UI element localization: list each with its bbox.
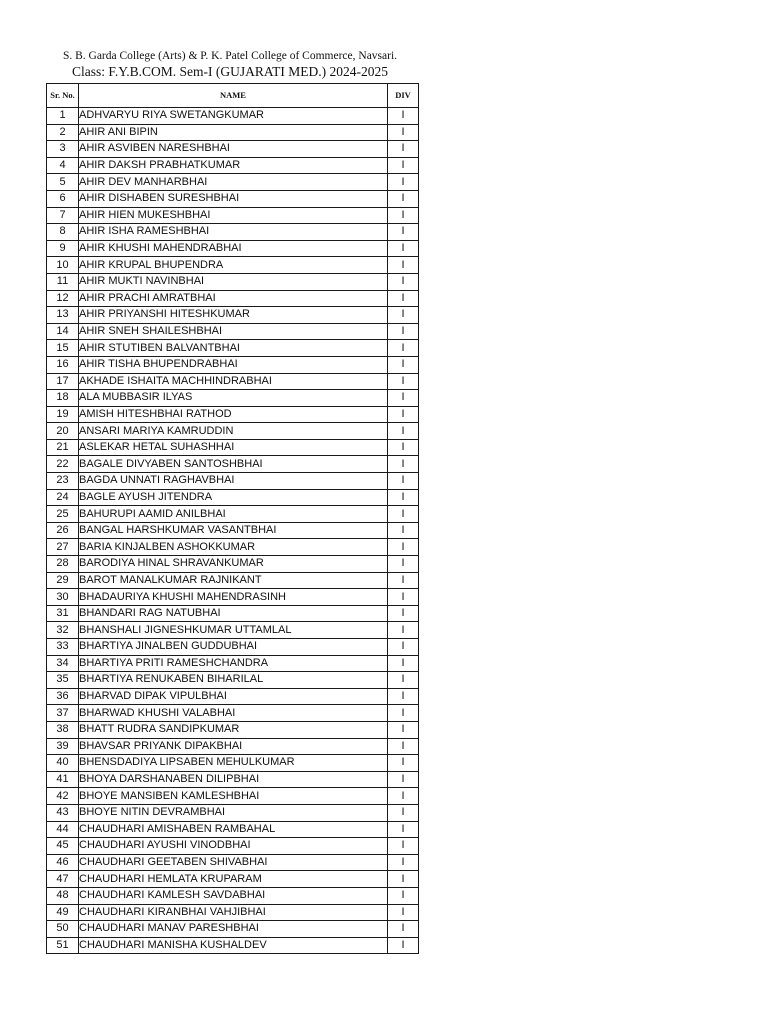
division-cell: I bbox=[388, 572, 419, 589]
sr-no-cell: 9 bbox=[47, 240, 79, 257]
table-row bbox=[47, 788, 419, 805]
division-cell: I bbox=[388, 688, 419, 705]
table-row bbox=[47, 307, 419, 324]
table-row bbox=[47, 157, 419, 174]
student-name-cell: CHAUDHARI AMISHABEN RAMBAHAL bbox=[79, 821, 388, 838]
table-row bbox=[47, 489, 419, 506]
division-cell: I bbox=[388, 755, 419, 772]
division-cell: I bbox=[388, 921, 419, 938]
table-row bbox=[47, 323, 419, 340]
sr-no-cell: 16 bbox=[47, 356, 79, 373]
table-row bbox=[47, 605, 419, 622]
student-name-cell: BHOYA DARSHANABEN DILIPBHAI bbox=[79, 771, 388, 788]
header-name: NAME bbox=[79, 84, 388, 108]
table-row bbox=[47, 871, 419, 888]
sr-no-cell: 44 bbox=[47, 821, 79, 838]
division-cell: I bbox=[388, 141, 419, 158]
division-cell: I bbox=[388, 174, 419, 191]
division-cell: I bbox=[388, 307, 419, 324]
table-row bbox=[47, 207, 419, 224]
table-row bbox=[47, 108, 419, 125]
student-name-cell: AHIR DEV MANHARBHAI bbox=[79, 174, 388, 191]
student-name-cell: BHARTIYA PRITI RAMESHCHANDRA bbox=[79, 655, 388, 672]
sr-no-cell: 13 bbox=[47, 307, 79, 324]
student-name-cell: CHAUDHARI KAMLESH SAVDABHAI bbox=[79, 887, 388, 904]
sr-no-cell: 11 bbox=[47, 273, 79, 290]
student-name-cell: BHOYE NITIN DEVRAMBHAI bbox=[79, 804, 388, 821]
student-name-cell: AHIR ANI BIPIN bbox=[79, 124, 388, 141]
division-cell: I bbox=[388, 821, 419, 838]
sr-no-cell: 5 bbox=[47, 174, 79, 191]
student-name-cell: AKHADE ISHAITA MACHHINDRABHAI bbox=[79, 373, 388, 390]
table-row bbox=[47, 141, 419, 158]
student-name-cell: BARIA KINJALBEN ASHOKKUMAR bbox=[79, 539, 388, 556]
table-row bbox=[47, 721, 419, 738]
division-cell: I bbox=[388, 340, 419, 357]
table-row bbox=[47, 887, 419, 904]
sr-no-cell: 38 bbox=[47, 721, 79, 738]
table-row bbox=[47, 174, 419, 191]
student-name-cell: BHARWAD KHUSHI VALABHAI bbox=[79, 705, 388, 722]
sr-no-cell: 14 bbox=[47, 323, 79, 340]
student-name-cell: AHIR ASVIBEN NARESHBHAI bbox=[79, 141, 388, 158]
table-row bbox=[47, 622, 419, 639]
division-cell: I bbox=[388, 788, 419, 805]
sr-no-cell: 33 bbox=[47, 639, 79, 656]
division-cell: I bbox=[388, 390, 419, 407]
table-row bbox=[47, 556, 419, 573]
student-name-cell: AHIR DISHABEN SURESHBHAI bbox=[79, 190, 388, 207]
table-row bbox=[47, 572, 419, 589]
table-row bbox=[47, 821, 419, 838]
division-cell: I bbox=[388, 423, 419, 440]
division-cell: I bbox=[388, 406, 419, 423]
student-name-cell: AMISH HITESHBHAI RATHOD bbox=[79, 406, 388, 423]
student-name-cell: AHIR SNEH SHAILESHBHAI bbox=[79, 323, 388, 340]
table-row bbox=[47, 506, 419, 523]
student-name-cell: BHANSHALI JIGNESHKUMAR UTTAMLAL bbox=[79, 622, 388, 639]
student-name-cell: BHARTIYA RENUKABEN BIHARILAL bbox=[79, 672, 388, 689]
sr-no-cell: 37 bbox=[47, 705, 79, 722]
sr-no-cell: 6 bbox=[47, 190, 79, 207]
table-row bbox=[47, 921, 419, 938]
sr-no-cell: 24 bbox=[47, 489, 79, 506]
sr-no-cell: 27 bbox=[47, 539, 79, 556]
student-name-cell: BHADAURIYA KHUSHI MAHENDRASINH bbox=[79, 589, 388, 606]
table-row bbox=[47, 854, 419, 871]
sr-no-cell: 7 bbox=[47, 207, 79, 224]
division-cell: I bbox=[388, 273, 419, 290]
student-name-cell: ASLEKAR HETAL SUHASHHAI bbox=[79, 439, 388, 456]
table-row bbox=[47, 356, 419, 373]
division-cell: I bbox=[388, 473, 419, 490]
table-row bbox=[47, 688, 419, 705]
student-name-cell: AHIR MUKTI NAVINBHAI bbox=[79, 273, 388, 290]
sr-no-cell: 39 bbox=[47, 738, 79, 755]
table-row bbox=[47, 937, 419, 954]
division-cell: I bbox=[388, 589, 419, 606]
student-name-cell: BARODIYA HINAL SHRAVANKUMAR bbox=[79, 556, 388, 573]
table-row bbox=[47, 439, 419, 456]
student-name-cell: AHIR TISHA BHUPENDRABHAI bbox=[79, 356, 388, 373]
table-body bbox=[47, 108, 419, 954]
division-cell: I bbox=[388, 323, 419, 340]
table-row bbox=[47, 705, 419, 722]
division-cell: I bbox=[388, 290, 419, 307]
sr-no-cell: 49 bbox=[47, 904, 79, 921]
table-row bbox=[47, 456, 419, 473]
table-row bbox=[47, 904, 419, 921]
student-name-cell: CHAUDHARI GEETABEN SHIVABHAI bbox=[79, 854, 388, 871]
student-name-cell: CHAUDHARI HEMLATA KRUPARAM bbox=[79, 871, 388, 888]
sr-no-cell: 45 bbox=[47, 838, 79, 855]
student-name-cell: CHAUDHARI AYUSHI VINODBHAI bbox=[79, 838, 388, 855]
table-row bbox=[47, 423, 419, 440]
student-name-cell: CHAUDHARI MANISHA KUSHALDEV bbox=[79, 937, 388, 954]
student-name-cell: AHIR PRACHI AMRATBHAI bbox=[79, 290, 388, 307]
table-row bbox=[47, 273, 419, 290]
sr-no-cell: 31 bbox=[47, 605, 79, 622]
sr-no-cell: 25 bbox=[47, 506, 79, 523]
table-row bbox=[47, 804, 419, 821]
sr-no-cell: 34 bbox=[47, 655, 79, 672]
sr-no-cell: 8 bbox=[47, 224, 79, 241]
division-cell: I bbox=[388, 373, 419, 390]
division-cell: I bbox=[388, 489, 419, 506]
sr-no-cell: 30 bbox=[47, 589, 79, 606]
sr-no-cell: 19 bbox=[47, 406, 79, 423]
student-name-cell: BHOYE MANSIBEN KAMLESHBHAI bbox=[79, 788, 388, 805]
student-name-cell: BHATT RUDRA SANDIPKUMAR bbox=[79, 721, 388, 738]
sr-no-cell: 3 bbox=[47, 141, 79, 158]
division-cell: I bbox=[388, 605, 419, 622]
sr-no-cell: 41 bbox=[47, 771, 79, 788]
table-row bbox=[47, 290, 419, 307]
division-cell: I bbox=[388, 257, 419, 274]
division-cell: I bbox=[388, 738, 419, 755]
division-cell: I bbox=[388, 207, 419, 224]
table-row bbox=[47, 224, 419, 241]
division-cell: I bbox=[388, 556, 419, 573]
division-cell: I bbox=[388, 356, 419, 373]
sr-no-cell: 22 bbox=[47, 456, 79, 473]
student-name-cell: BHARTIYA JINALBEN GUDDUBHAI bbox=[79, 639, 388, 656]
sr-no-cell: 32 bbox=[47, 622, 79, 639]
division-cell: I bbox=[388, 456, 419, 473]
sr-no-cell: 51 bbox=[47, 937, 79, 954]
sr-no-cell: 36 bbox=[47, 688, 79, 705]
sr-no-cell: 48 bbox=[47, 887, 79, 904]
student-name-cell: CHAUDHARI MANAV PARESHBHAI bbox=[79, 921, 388, 938]
division-cell: I bbox=[388, 804, 419, 821]
student-name-cell: BANGAL HARSHKUMAR VASANTBHAI bbox=[79, 522, 388, 539]
division-cell: I bbox=[388, 672, 419, 689]
table-row bbox=[47, 639, 419, 656]
division-cell: I bbox=[388, 108, 419, 125]
header-div: DIV bbox=[388, 84, 419, 108]
table-row bbox=[47, 655, 419, 672]
division-cell: I bbox=[388, 190, 419, 207]
sr-no-cell: 26 bbox=[47, 522, 79, 539]
sr-no-cell: 2 bbox=[47, 124, 79, 141]
sr-no-cell: 50 bbox=[47, 921, 79, 938]
student-name-cell: BHAVSAR PRIYANK DIPAKBHAI bbox=[79, 738, 388, 755]
sr-no-cell: 40 bbox=[47, 755, 79, 772]
student-name-cell: BHANDARI RAG NATUBHAI bbox=[79, 605, 388, 622]
student-name-cell: BAGDA UNNATI RAGHAVBHAI bbox=[79, 473, 388, 490]
student-name-cell: AHIR HIEN MUKESHBHAI bbox=[79, 207, 388, 224]
sr-no-cell: 1 bbox=[47, 108, 79, 125]
sr-no-cell: 18 bbox=[47, 390, 79, 407]
sr-no-cell: 29 bbox=[47, 572, 79, 589]
division-cell: I bbox=[388, 904, 419, 921]
student-name-cell: AHIR KRUPAL BHUPENDRA bbox=[79, 257, 388, 274]
division-cell: I bbox=[388, 721, 419, 738]
student-name-cell: AHIR DAKSH PRABHATKUMAR bbox=[79, 157, 388, 174]
division-cell: I bbox=[388, 622, 419, 639]
table-row bbox=[47, 257, 419, 274]
student-name-cell: AHIR ISHA RAMESHBHAI bbox=[79, 224, 388, 241]
division-cell: I bbox=[388, 705, 419, 722]
table-row bbox=[47, 340, 419, 357]
header-sr-no: Sr. No. bbox=[47, 84, 79, 108]
student-name-cell: ADHVARYU RIYA SWETANGKUMAR bbox=[79, 108, 388, 125]
sr-no-cell: 35 bbox=[47, 672, 79, 689]
division-cell: I bbox=[388, 522, 419, 539]
student-name-cell: AHIR PRIYANSHI HITESHKUMAR bbox=[79, 307, 388, 324]
student-name-cell: AHIR STUTIBEN BALVANTBHAI bbox=[79, 340, 388, 357]
student-name-cell: AHIR KHUSHI MAHENDRABHAI bbox=[79, 240, 388, 257]
division-cell: I bbox=[388, 157, 419, 174]
table-row bbox=[47, 755, 419, 772]
table-row bbox=[47, 406, 419, 423]
division-cell: I bbox=[388, 655, 419, 672]
table-row bbox=[47, 473, 419, 490]
table-row bbox=[47, 539, 419, 556]
sr-no-cell: 43 bbox=[47, 804, 79, 821]
student-name-cell: BAGLE AYUSH JITENDRA bbox=[79, 489, 388, 506]
student-name-cell: BHARVAD DIPAK VIPULBHAI bbox=[79, 688, 388, 705]
table-row bbox=[47, 124, 419, 141]
sr-no-cell: 12 bbox=[47, 290, 79, 307]
table-row bbox=[47, 190, 419, 207]
class-title: Class: F.Y.B.COM. Sem-I (GUJARATI MED.) 2024-2025 bbox=[72, 64, 388, 79]
division-cell: I bbox=[388, 771, 419, 788]
student-name-cell: BAHURUPI AAMID ANILBHAI bbox=[79, 506, 388, 523]
sr-no-cell: 28 bbox=[47, 556, 79, 573]
student-name-cell: BAGALE DIVYABEN SANTOSHBHAI bbox=[79, 456, 388, 473]
student-name-cell: CHAUDHARI KIRANBHAI VAHJIBHAI bbox=[79, 904, 388, 921]
sr-no-cell: 4 bbox=[47, 157, 79, 174]
student-name-cell: BHENSDADIYA LIPSABEN MEHULKUMAR bbox=[79, 755, 388, 772]
division-cell: I bbox=[388, 838, 419, 855]
table-row bbox=[47, 589, 419, 606]
sr-no-cell: 21 bbox=[47, 439, 79, 456]
division-cell: I bbox=[388, 240, 419, 257]
table-row bbox=[47, 373, 419, 390]
college-name: S. B. Garda College (Arts) & P. K. Patel College of Commerce, Navsari. bbox=[62, 50, 398, 62]
table-row bbox=[47, 522, 419, 539]
sr-no-cell: 10 bbox=[47, 257, 79, 274]
division-cell: I bbox=[388, 937, 419, 954]
table-row bbox=[47, 738, 419, 755]
table-row bbox=[47, 672, 419, 689]
sr-no-cell: 15 bbox=[47, 340, 79, 357]
sr-no-cell: 46 bbox=[47, 854, 79, 871]
division-cell: I bbox=[388, 854, 419, 871]
table-row bbox=[47, 240, 419, 257]
division-cell: I bbox=[388, 639, 419, 656]
student-name-cell: ANSARI MARIYA KAMRUDDIN bbox=[79, 423, 388, 440]
division-cell: I bbox=[388, 506, 419, 523]
sr-no-cell: 47 bbox=[47, 871, 79, 888]
student-roll-table bbox=[46, 83, 419, 954]
sr-no-cell: 20 bbox=[47, 423, 79, 440]
sr-no-cell: 23 bbox=[47, 473, 79, 490]
table-row bbox=[47, 771, 419, 788]
division-cell: I bbox=[388, 539, 419, 556]
table-row bbox=[47, 390, 419, 407]
division-cell: I bbox=[388, 224, 419, 241]
sr-no-cell: 42 bbox=[47, 788, 79, 805]
table-row bbox=[47, 838, 419, 855]
division-cell: I bbox=[388, 887, 419, 904]
student-name-cell: ALA MUBBASIR ILYAS bbox=[79, 390, 388, 407]
division-cell: I bbox=[388, 871, 419, 888]
division-cell: I bbox=[388, 439, 419, 456]
table-header-row bbox=[47, 84, 419, 108]
sr-no-cell: 17 bbox=[47, 373, 79, 390]
student-name-cell: BAROT MANALKUMAR RAJNIKANT bbox=[79, 572, 388, 589]
division-cell: I bbox=[388, 124, 419, 141]
